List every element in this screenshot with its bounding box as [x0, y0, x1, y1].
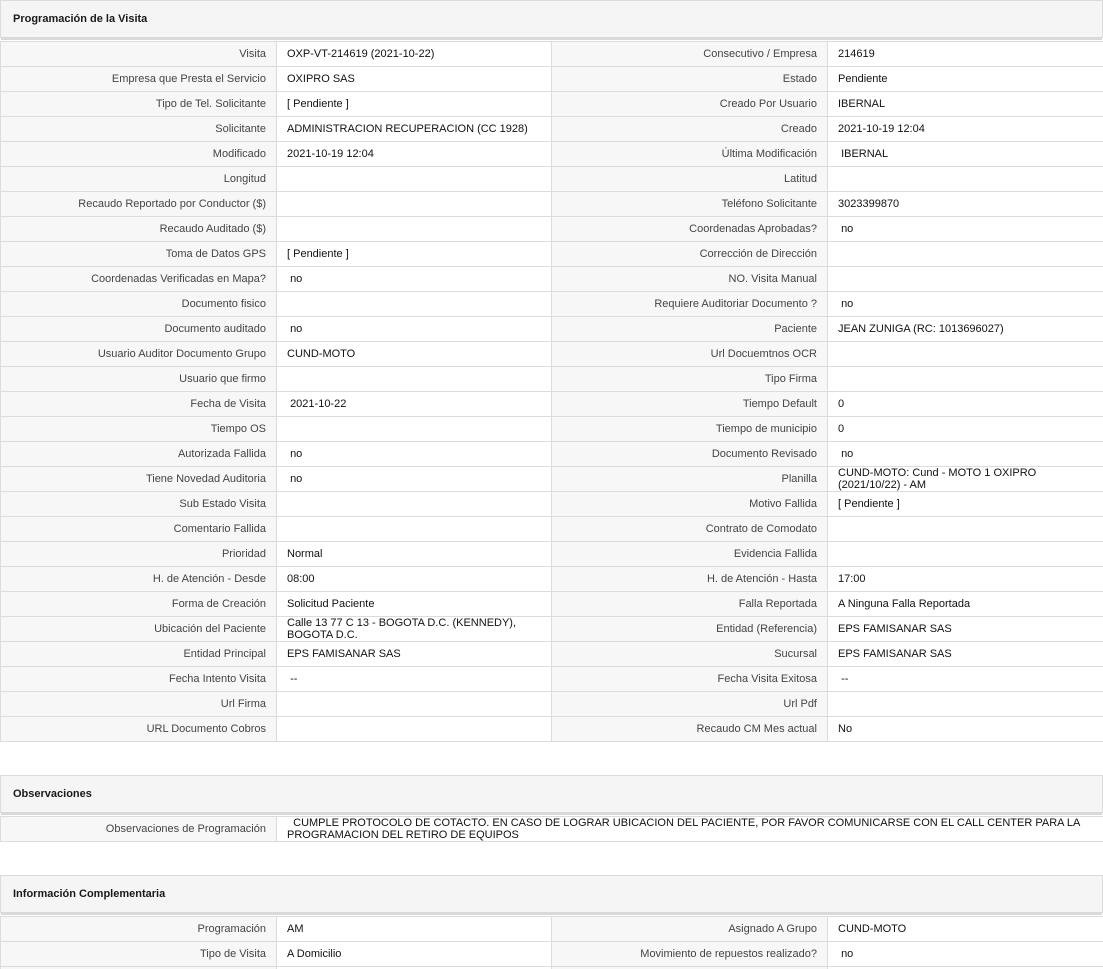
field-value: no [828, 292, 1103, 317]
field-label: Tipo de Visita [1, 942, 277, 967]
field-label: Autorizada Fallida [1, 442, 277, 467]
field-label: Evidencia Fallida [552, 542, 828, 567]
field-label: Tiempo OS [1, 417, 277, 442]
field-value: [ Pendiente ] [277, 92, 552, 117]
field-value: no [277, 442, 552, 467]
field-label: Creado Por Usuario [552, 92, 828, 117]
field-label: Url Firma [1, 692, 277, 717]
field-value: A Ninguna Falla Reportada [828, 592, 1103, 617]
field-value [828, 342, 1103, 367]
field-value: OXP-VT-214619 (2021-10-22) [277, 42, 552, 67]
field-value: Solicitud Paciente [277, 592, 552, 617]
table-row [1, 467, 1103, 492]
field-label: Documento Revisado [552, 442, 828, 467]
field-label: Documento fisico [1, 292, 277, 317]
observaciones-label: Observaciones de Programación [1, 817, 277, 842]
field-value: IBERNAL [828, 92, 1103, 117]
programacion-table [0, 41, 1103, 742]
table-row [1, 667, 1103, 692]
field-label: Recaudo CM Mes actual [552, 717, 828, 742]
table-row [1, 67, 1103, 92]
section-title: Observaciones [13, 788, 92, 800]
field-value: JEAN ZUNIGA (RC: 1013696027) [828, 317, 1103, 342]
field-value [828, 692, 1103, 717]
field-label: Coordenadas Aprobadas? [552, 217, 828, 242]
field-label: Url Docuemtnos OCR [552, 342, 828, 367]
table-row [1, 417, 1103, 442]
field-value: no [828, 442, 1103, 467]
table-row [1, 592, 1103, 617]
field-label: Empresa que Presta el Servicio [1, 67, 277, 92]
field-label: Creado [552, 117, 828, 142]
field-value [828, 542, 1103, 567]
field-label: Documento auditado [1, 317, 277, 342]
field-label: Movimiento de repuestos realizado? [552, 942, 828, 967]
section-title: Programación de la Visita [13, 13, 148, 25]
table-row [1, 392, 1103, 417]
field-value: 0 [828, 392, 1103, 417]
table-row [1, 367, 1103, 392]
table-row [1, 917, 1103, 942]
field-value: 08:00 [277, 567, 552, 592]
field-value: no [828, 217, 1103, 242]
field-label: H. de Atención - Hasta [552, 567, 828, 592]
field-label: Tipo Firma [552, 367, 828, 392]
field-value: 2021-10-19 12:04 [277, 142, 552, 167]
table-row [1, 617, 1103, 642]
observaciones-table [0, 816, 1103, 842]
field-label: Visita [1, 42, 277, 67]
table-row [1, 217, 1103, 242]
field-value: No [828, 717, 1103, 742]
field-value [277, 517, 552, 542]
field-label: Consecutivo / Empresa [552, 42, 828, 67]
field-label: Teléfono Solicitante [552, 192, 828, 217]
table-row [1, 567, 1103, 592]
field-value [277, 492, 552, 517]
field-label: Ubicación del Paciente [1, 617, 277, 642]
section-header-informacion-complementaria [0, 875, 1103, 913]
field-value [277, 417, 552, 442]
field-value [277, 692, 552, 717]
field-label: Requiere Auditoriar Documento ? [552, 292, 828, 317]
field-label: Planilla [552, 467, 828, 492]
field-value: ADMINISTRACION RECUPERACION (CC 1928) [277, 117, 552, 142]
table-row [1, 717, 1103, 742]
field-value: -- [828, 667, 1103, 692]
field-value: 2021-10-22 [277, 392, 552, 417]
field-value: CUND-MOTO [277, 342, 552, 367]
field-value [828, 242, 1103, 267]
field-value: no [277, 267, 552, 292]
field-value: no [277, 317, 552, 342]
table-row [1, 542, 1103, 567]
section-title: Información Complementaria [13, 888, 166, 900]
field-value: Normal [277, 542, 552, 567]
field-value: 214619 [828, 42, 1103, 67]
field-value: [ Pendiente ] [277, 242, 552, 267]
field-value [277, 192, 552, 217]
table-row [1, 167, 1103, 192]
field-value: CUND-MOTO: Cund - MOTO 1 OXIPRO (2021/10/22) - AM [828, 467, 1103, 492]
observaciones-value: CUMPLE PROTOCOLO DE COTACTO. EN CASO DE LOGRAR UBICACION DEL PACIENTE, POR FAVOR COMUNICARSE CON EL CALL CENTER PARA LA PROGRAMACION DEL RETIRO DE EQUIPOS [277, 817, 1103, 842]
field-value: 0 [828, 417, 1103, 442]
table-row [1, 492, 1103, 517]
informacion-complementaria-table [0, 916, 1103, 969]
field-label: Tiene Novedad Auditoria [1, 467, 277, 492]
field-label: Usuario que firmo [1, 367, 277, 392]
field-value: EPS FAMISANAR SAS [828, 617, 1103, 642]
field-label: Entidad (Referencia) [552, 617, 828, 642]
field-value [277, 167, 552, 192]
table-row [1, 267, 1103, 292]
field-value: EPS FAMISANAR SAS [277, 642, 552, 667]
field-label: Solicitante [1, 117, 277, 142]
table-row [1, 442, 1103, 467]
field-label: Fecha Visita Exitosa [552, 667, 828, 692]
field-label: Estado [552, 67, 828, 92]
field-value: -- [277, 667, 552, 692]
table-row [1, 942, 1103, 967]
field-value [828, 167, 1103, 192]
field-value [277, 717, 552, 742]
field-value: EPS FAMISANAR SAS [828, 642, 1103, 667]
table-row [1, 517, 1103, 542]
field-value: no [277, 467, 552, 492]
field-label: Paciente [552, 317, 828, 342]
field-value: AM [277, 917, 552, 942]
table-row [1, 342, 1103, 367]
field-label: Sub Estado Visita [1, 492, 277, 517]
field-label: Tiempo Default [552, 392, 828, 417]
field-value: 17:00 [828, 567, 1103, 592]
field-label: Tipo de Tel. Solicitante [1, 92, 277, 117]
field-value: CUND-MOTO [828, 917, 1103, 942]
table-row [1, 817, 1103, 842]
field-label: Corrección de Dirección [552, 242, 828, 267]
field-label: Longitud [1, 167, 277, 192]
field-value [828, 517, 1103, 542]
field-label: Toma de Datos GPS [1, 242, 277, 267]
field-value [277, 367, 552, 392]
field-value: 3023399870 [828, 192, 1103, 217]
field-value: Pendiente [828, 67, 1103, 92]
field-value: [ Pendiente ] [828, 492, 1103, 517]
table-row [1, 692, 1103, 717]
table-row [1, 142, 1103, 167]
field-label: Coordenadas Verificadas en Mapa? [1, 267, 277, 292]
field-value: IBERNAL [828, 142, 1103, 167]
field-label: Última Modificación [552, 142, 828, 167]
field-label: Latitud [552, 167, 828, 192]
field-value [277, 292, 552, 317]
field-label: Asignado A Grupo [552, 917, 828, 942]
field-value [277, 217, 552, 242]
field-label: NO. Visita Manual [552, 267, 828, 292]
field-value: no [828, 942, 1103, 967]
field-label: Url Pdf [552, 692, 828, 717]
field-label: URL Documento Cobros [1, 717, 277, 742]
table-row [1, 242, 1103, 267]
field-label: Forma de Creación [1, 592, 277, 617]
field-label: Recaudo Reportado por Conductor ($) [1, 192, 277, 217]
field-value [828, 267, 1103, 292]
field-value: A Domicilio [277, 942, 552, 967]
field-label: Fecha de Visita [1, 392, 277, 417]
field-label: Sucursal [552, 642, 828, 667]
table-row [1, 42, 1103, 67]
field-value [828, 367, 1103, 392]
field-label: Tiempo de municipio [552, 417, 828, 442]
table-row [1, 117, 1103, 142]
section-header-observaciones [0, 775, 1103, 813]
field-value: 2021-10-19 12:04 [828, 117, 1103, 142]
field-label: Programación [1, 917, 277, 942]
table-row [1, 642, 1103, 667]
field-label: Comentario Fallida [1, 517, 277, 542]
field-label: Contrato de Comodato [552, 517, 828, 542]
field-label: Usuario Auditor Documento Grupo [1, 342, 277, 367]
table-row [1, 92, 1103, 117]
field-label: Entidad Principal [1, 642, 277, 667]
section-header-programacion [0, 0, 1103, 38]
field-label: Recaudo Auditado ($) [1, 217, 277, 242]
field-label: Prioridad [1, 542, 277, 567]
field-label: Falla Reportada [552, 592, 828, 617]
table-row [1, 317, 1103, 342]
field-label: Motivo Fallida [552, 492, 828, 517]
field-label: H. de Atención - Desde [1, 567, 277, 592]
field-label: Modificado [1, 142, 277, 167]
table-row [1, 292, 1103, 317]
table-row [1, 192, 1103, 217]
field-value: OXIPRO SAS [277, 67, 552, 92]
field-value: Calle 13 77 C 13 - BOGOTA D.C. (KENNEDY), BOGOTA D.C. [277, 617, 552, 642]
field-label: Fecha Intento Visita [1, 667, 277, 692]
